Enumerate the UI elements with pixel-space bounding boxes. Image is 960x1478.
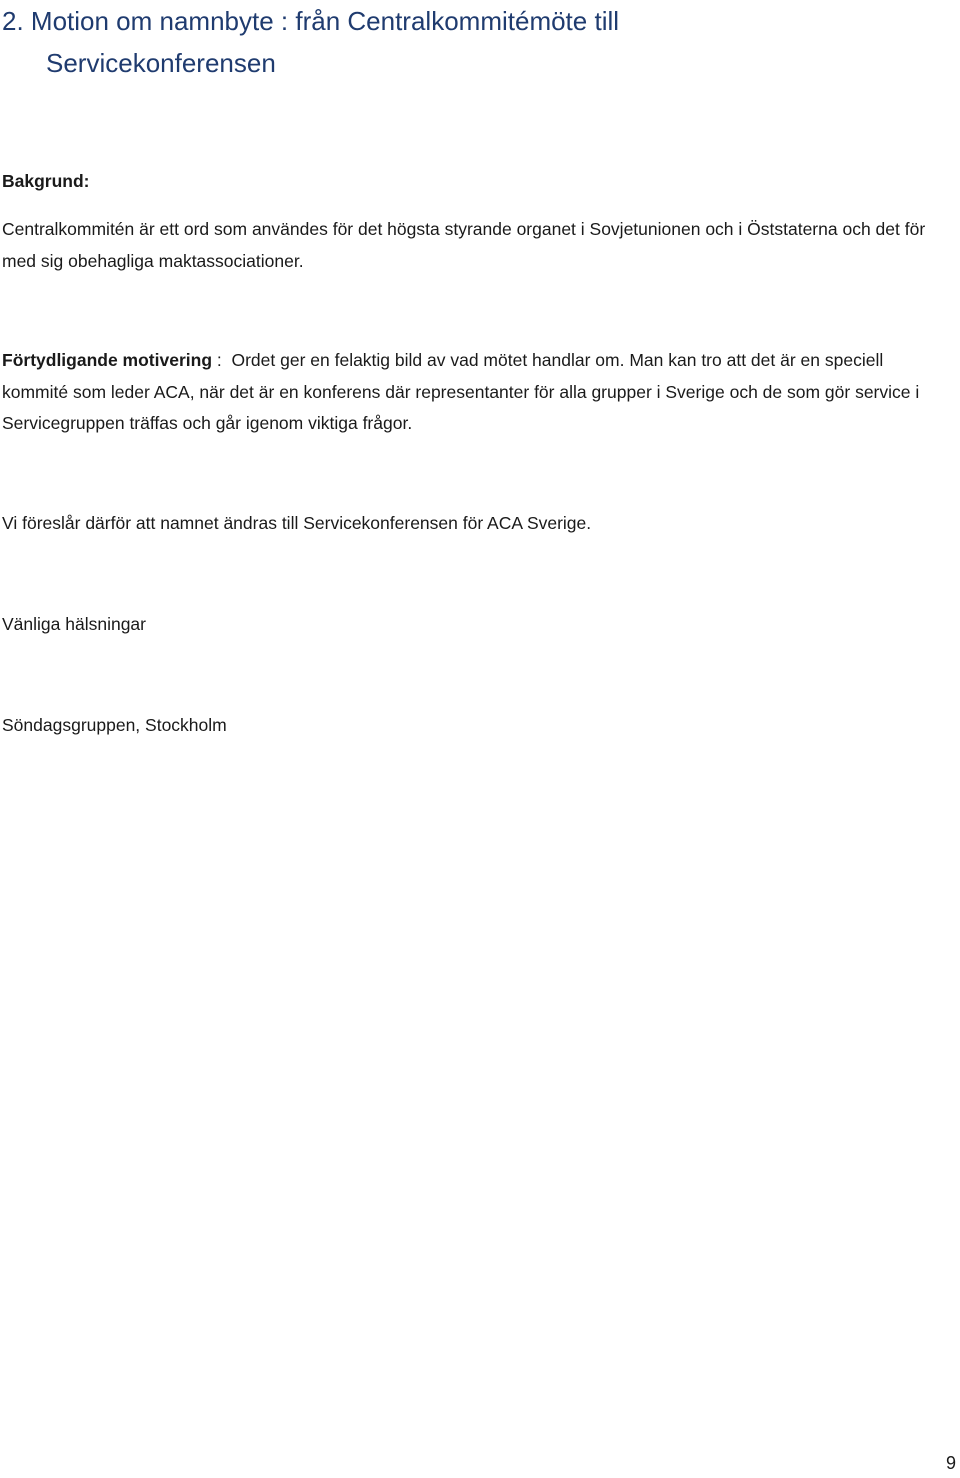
motion-heading xyxy=(2,0,932,84)
motivering-separator: : xyxy=(212,350,232,370)
heading-line-1: 2. Motion om namnbyte : från Centralkommitémöte till xyxy=(2,6,620,36)
greeting: Vänliga hälsningar xyxy=(2,614,146,634)
motivering-paragraph xyxy=(2,345,952,440)
proposal-paragraph: Vi föreslår därför att namnet ändras till Servicekonferensen för ACA Sverige. xyxy=(2,513,592,533)
heading-line-2: Servicekonferensen xyxy=(46,48,276,78)
page-number: 9 xyxy=(945,1453,956,1473)
motivering-text: Ordet ger en felaktig bild av vad mötet handlar om. Man kan tro att det är en speciell kommité som leder ACA, när det är en konferens där representanter för alla grupper i Sverige och de som gör service i Servicegruppen träffas och går igenom viktiga frågor. xyxy=(2,350,920,433)
signature: Söndagsgruppen, Stockholm xyxy=(2,715,227,735)
bakgrund-label: Bakgrund: xyxy=(2,171,90,191)
bakgrund-text: Centralkommitén är ett ord som användes för det högsta styrande organet i Sovjetunionen och i Öststaterna och det för med sig obehagliga maktassociationer. xyxy=(2,219,926,271)
motivering-label: Förtydligande motivering xyxy=(2,350,213,370)
